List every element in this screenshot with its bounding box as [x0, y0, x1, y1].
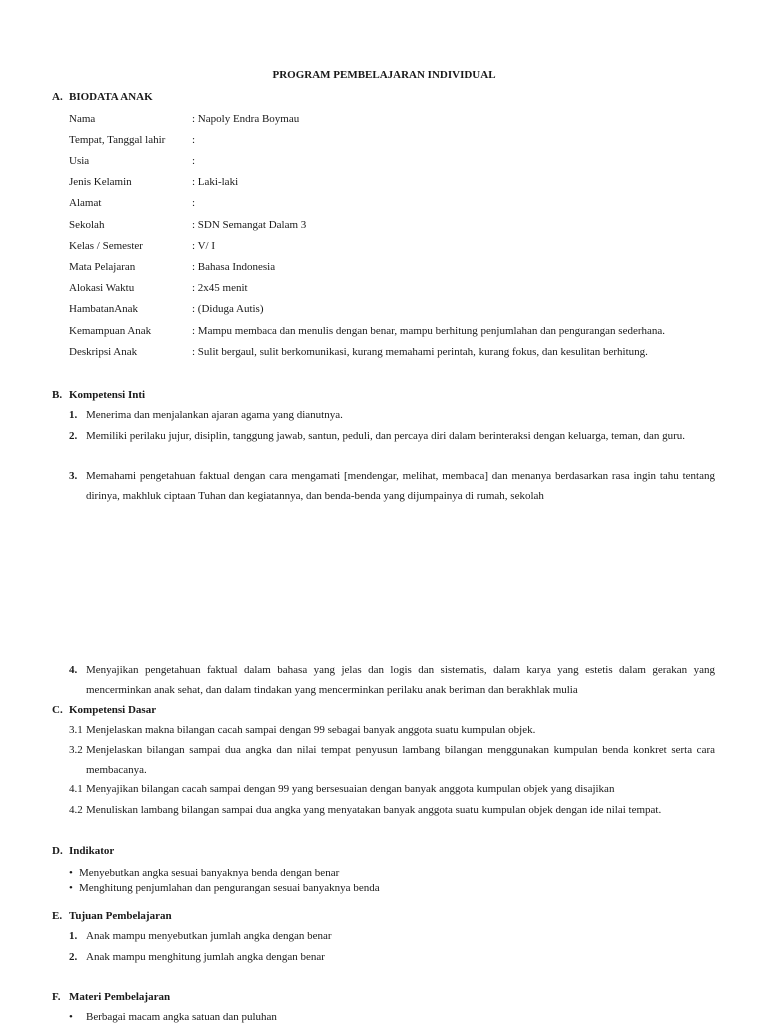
section-d-heading	[52, 845, 114, 857]
item-text: Menyebutkan angka sesuai banyaknya benda dengan benar	[79, 867, 340, 879]
section-a-heading	[52, 91, 153, 103]
biodata-label: Usia	[69, 155, 90, 167]
item-text: Berbagai macam angka satuan dan puluhan	[86, 1011, 277, 1023]
item-text: Menjelaskan makna bilangan cacah sampai dengan 99 sebagai banyak anggota suatu kumpulan objek.	[86, 724, 536, 736]
kompetensi-dasar-item	[69, 800, 715, 820]
biodata-label: Mata Pelajaran	[69, 261, 136, 273]
section-title: Materi Pembelajaran	[69, 991, 171, 1003]
biodata-value: :	[192, 197, 196, 209]
biodata-value: : SDN Semangat Dalam 3	[192, 219, 307, 231]
biodata-label: Nama	[69, 113, 96, 125]
biodata-row-kelas-semester	[69, 240, 729, 254]
biodata-value: : Mampu membaca dan menulis dengan benar, mampu berhitung penjumlahan dan pengurangan sederhana.	[192, 325, 666, 337]
biodata-label: Jenis Kelamin	[69, 176, 132, 188]
biodata-row-tempat-tanggal-lahir	[69, 134, 729, 148]
biodata-value: :	[192, 155, 196, 167]
bullet-mark: •	[69, 867, 73, 879]
document-title: PROGRAM PEMBELAJARAN INDIVIDUAL	[272, 69, 496, 81]
biodata-row-usia	[69, 155, 729, 169]
biodata-value: : Napoly Endra Boymau	[192, 113, 300, 125]
biodata-value: : (Diduga Autis)	[192, 303, 264, 315]
section-title: BIODATA ANAK	[69, 91, 153, 103]
item-number: 4.	[69, 664, 78, 676]
item-number: 1.	[69, 930, 78, 942]
item-text: Menuliskan lambang bilangan sampai dua angka yang menyatakan banyak anggota suatu kumpulan objek dengan ide nilai tempat.	[86, 804, 662, 816]
biodata-label: Kelas / Semester	[69, 240, 143, 252]
kompetensi-dasar-item	[69, 740, 715, 780]
kompetensi-inti-item	[69, 426, 715, 446]
biodata-value: : Sulit bergaul, sulit berkomunikasi, kurang memahami perintah, kurang fokus, dan kesulitan berhitung.	[192, 346, 648, 358]
kompetensi-inti-item	[69, 405, 715, 425]
item-number: 3.2	[69, 744, 83, 756]
section-f-heading	[52, 991, 170, 1003]
biodata-label: Kemampuan Anak	[69, 325, 152, 337]
kompetensi-dasar-item	[69, 720, 715, 740]
item-text: Menjelaskan bilangan sampai dua angka dan nilai tempat penyusun lambang bilangan menggunakan kumpulan benda konkret serta cara membacanya.	[86, 744, 715, 776]
item-text: Anak mampu menghitung jumlah angka dengan benar	[86, 951, 325, 963]
biodata-label: Tempat, Tanggal lahir	[69, 134, 166, 146]
item-number: 4.2	[69, 804, 83, 816]
biodata-row-alokasi-waktu	[69, 282, 729, 296]
biodata-value: :	[192, 134, 196, 146]
item-number: 2.	[69, 430, 78, 442]
indikator-item	[69, 882, 380, 894]
kompetensi-dasar-item	[69, 779, 715, 799]
section-letter: C.	[52, 704, 63, 716]
indikator-item	[69, 867, 339, 879]
section-letter: E.	[52, 910, 63, 922]
kompetensi-inti-item	[69, 660, 715, 700]
tujuan-item	[69, 947, 715, 967]
item-text: Memiliki perilaku jujur, disiplin, tanggung jawab, santun, peduli, dan percaya diri dalam berinteraksi dengan keluarga, teman, dan guru.	[86, 430, 685, 442]
section-letter: A.	[52, 91, 63, 103]
section-c-heading	[52, 704, 156, 716]
kompetensi-inti-item	[69, 466, 715, 506]
biodata-row-mata-pelajaran	[69, 261, 729, 275]
bullet-mark: •	[69, 1011, 73, 1023]
section-letter: B.	[52, 389, 63, 401]
biodata-row-kemampuan-anak	[69, 325, 729, 339]
biodata-label: HambatanAnak	[69, 303, 139, 315]
biodata-row-jenis-kelamin	[69, 176, 729, 190]
biodata-value: : 2x45 menit	[192, 282, 248, 294]
item-text: Menyajikan pengetahuan faktual dalam bahasa yang jelas dan logis dan sistematis, dalam karya yang estetis dalam gerakan yang mencerminkan anak sehat, dan dalam tindakan yang mencerminkan perilaku anak beriman dan berakhlak mulia	[86, 664, 715, 696]
biodata-label: Deskripsi Anak	[69, 346, 138, 358]
materi-item	[69, 1011, 277, 1023]
biodata-row-sekolah	[69, 219, 729, 233]
section-letter: F.	[52, 991, 61, 1003]
biodata-value: : V/ I	[192, 240, 216, 252]
item-number: 1.	[69, 409, 78, 421]
section-title: Kompetensi Dasar	[69, 704, 157, 716]
item-number: 4.1	[69, 783, 83, 795]
item-text: Anak mampu menyebutkan jumlah angka dengan benar	[86, 930, 332, 942]
item-text: Memahami pengetahuan faktual dengan cara mengamati [mendengar, melihat, membaca] dan menanya berdasarkan rasa ingin tahu tentang dirinya, makhluk ciptaan Tuhan dan kegiatannya, dan benda-benda yang dijumpainya di rumah, sekolah	[86, 470, 715, 502]
section-title: Kompetensi Inti	[69, 389, 146, 401]
section-e-heading	[52, 910, 172, 922]
biodata-label: Alamat	[69, 197, 102, 209]
biodata-row-nama	[69, 113, 729, 127]
biodata-row-deskripsi-anak	[69, 346, 729, 360]
biodata-value: : Laki-laki	[192, 176, 239, 188]
item-number: 3.1	[69, 724, 83, 736]
biodata-row-alamat	[69, 197, 729, 211]
bullet-mark: •	[69, 882, 73, 894]
tujuan-item	[69, 926, 715, 946]
section-letter: D.	[52, 845, 63, 857]
biodata-value: : Bahasa Indonesia	[192, 261, 276, 273]
item-text: Menghitung penjumlahan dan pengurangan sesuai banyaknya benda	[79, 882, 380, 894]
biodata-label: Sekolah	[69, 219, 105, 231]
biodata-label: Alokasi Waktu	[69, 282, 135, 294]
biodata-row-hambatan-anak	[69, 303, 729, 317]
item-number: 2.	[69, 951, 78, 963]
item-number: 3.	[69, 470, 78, 482]
item-text: Menyajikan bilangan cacah sampai dengan 99 yang bersesuaian dengan banyak anggota kumpulan objek yang disajikan	[86, 783, 615, 795]
item-text: Menerima dan menjalankan ajaran agama yang dianutnya.	[86, 409, 343, 421]
section-b-heading	[52, 389, 145, 401]
section-title: Indikator	[69, 845, 115, 857]
section-title: Tujuan Pembelajaran	[69, 910, 172, 922]
